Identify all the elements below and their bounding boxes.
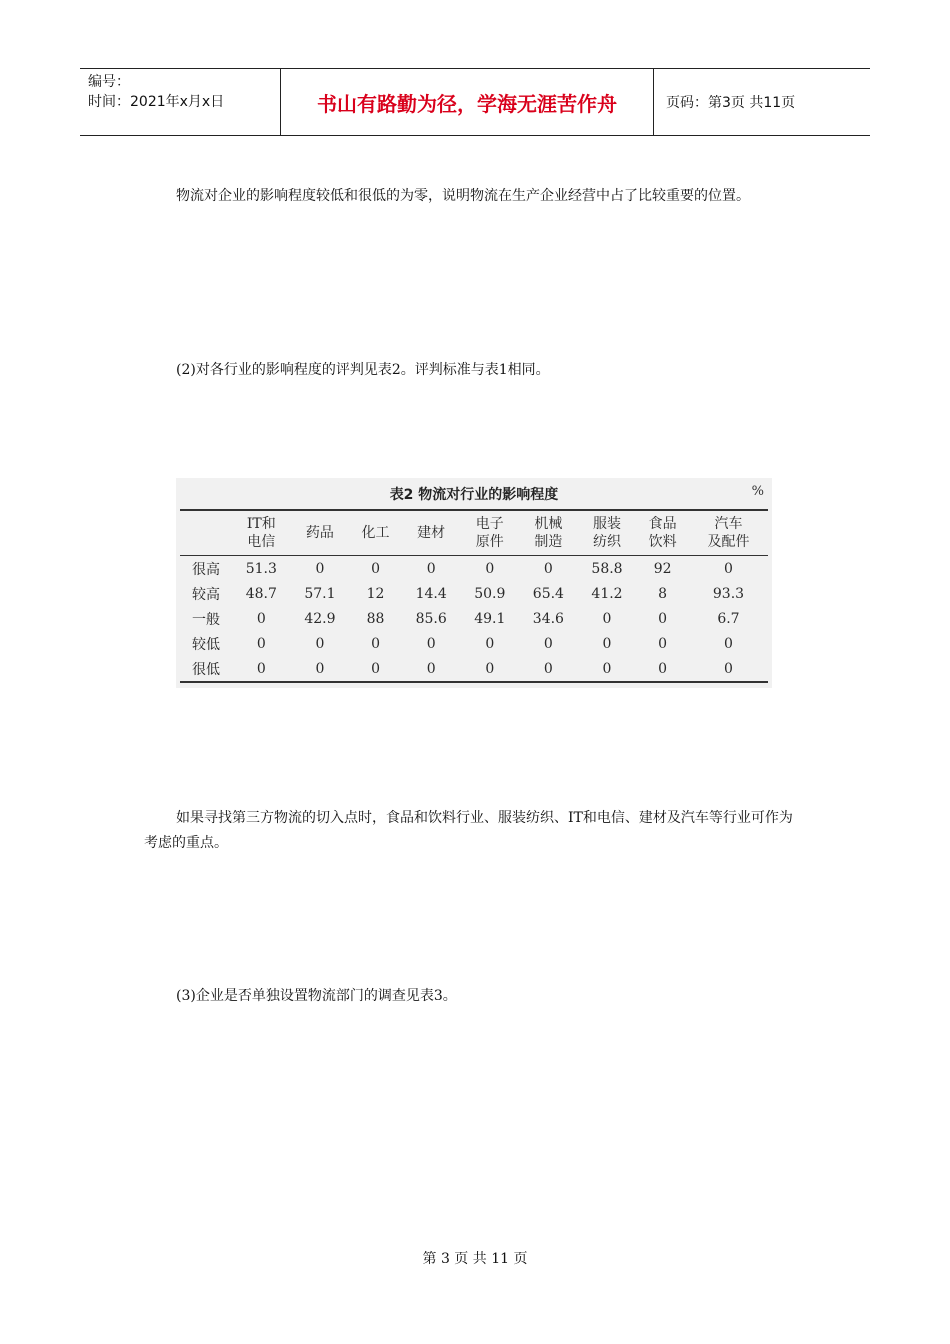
table-cell: 0: [315, 560, 325, 577]
table-row: [180, 556, 768, 582]
table-cell: 0: [543, 560, 553, 577]
table-cell: 0: [602, 610, 612, 627]
table-cell: 58.8: [591, 560, 623, 577]
page-header: [80, 68, 870, 136]
table-cell: 0: [315, 635, 325, 652]
paragraph-third-party-logistics: 如果寻找第三方物流的切入点时，食品和饮料行业、服装纺织、IT和电信、建材及汽车等行业可作为考虑的重点。: [144, 810, 793, 851]
table-cell: 0: [636, 656, 689, 682]
table-cell: 48.7: [245, 585, 277, 602]
table-column-header: 药品: [291, 510, 350, 556]
table-column-header: 服装 纺织: [578, 510, 637, 556]
table-unit: %: [751, 484, 764, 499]
table-cell: 8: [658, 585, 668, 602]
header-page-info: 页码：第3页 共11页: [666, 95, 796, 111]
table-row-label: 较高: [192, 586, 220, 603]
table-cell: 57.1: [304, 585, 336, 602]
header-meta-cell: [80, 69, 281, 135]
table-row-label: 一般: [192, 611, 220, 628]
table-cell: 0: [602, 635, 612, 652]
table-header-row: [180, 510, 768, 556]
table-cell: 0: [519, 656, 578, 682]
table-cell: 0: [485, 560, 495, 577]
paragraph-industry-evaluation: (2)对各行业的影响程度的评判见表2。评判标准与表1相同。: [176, 362, 550, 378]
table-column-header: IT和 电信: [232, 510, 291, 556]
table-cell: 6.7: [717, 610, 740, 627]
table-cell: 88: [366, 610, 385, 627]
table-cell: 0: [232, 656, 291, 682]
table-corner-cell: [180, 510, 232, 556]
table-row: [180, 631, 768, 656]
table-cell: 65.4: [532, 585, 564, 602]
table-cell: 0: [724, 635, 733, 652]
table-cell: 0: [724, 560, 733, 577]
table-cell: 0: [460, 656, 519, 682]
table-cell: 0: [426, 560, 436, 577]
table-cell: 0: [543, 635, 553, 652]
table-row: [180, 606, 768, 631]
header-motto: 书山有路勤为径，学海无涯苦作舟: [281, 69, 654, 135]
table-cell: 42.9: [304, 610, 336, 627]
table-cell: 0: [689, 656, 768, 682]
table-cell: 0: [291, 656, 350, 682]
table-column-header: 电子 原件: [460, 510, 519, 556]
table-cell: 0: [371, 635, 380, 652]
table-column-header: 汽车 及配件: [689, 510, 768, 556]
table-row-label: 很高: [192, 561, 220, 578]
table-row: [180, 581, 768, 606]
table-cell: 0: [349, 656, 402, 682]
table-cell: 0: [402, 656, 461, 682]
table-cell: 34.6: [532, 610, 564, 627]
table-cell: 49.1: [474, 610, 506, 627]
page-footer: 第 3 页 共 11 页: [422, 1251, 528, 1267]
document-date-label: 时间：2021年x月x日: [88, 94, 225, 110]
table-column-header: 建材: [402, 510, 461, 556]
table-cell: 51.3: [245, 560, 277, 577]
table-cell: 12: [366, 585, 385, 602]
table-row-label: 较低: [192, 636, 220, 653]
table-cell: 0: [256, 610, 266, 627]
table-row: [180, 656, 768, 682]
table-cell: 0: [256, 635, 266, 652]
table-cell: 0: [658, 610, 668, 627]
paragraph-logistics-department: (3)企业是否单独设置物流部门的调查见表3。: [176, 988, 457, 1004]
table-cell: 85.6: [415, 610, 447, 627]
paragraph-logistics-importance: 物流对企业的影响程度较低和很低的为零，说明物流在生产企业经营中占了比较重要的位置。: [176, 188, 750, 204]
table-cell: 50.9: [474, 585, 506, 602]
table-figure: [176, 478, 772, 688]
industry-impact-table: [180, 509, 768, 683]
document-number-label: 编号：: [88, 74, 130, 90]
table-cell: 0: [426, 635, 436, 652]
table-cell: 0: [658, 635, 668, 652]
table-cell: 0: [578, 656, 637, 682]
table-cell: 41.2: [591, 585, 623, 602]
table-cell: 0: [485, 635, 495, 652]
table-cell: 14.4: [415, 585, 447, 602]
table-caption: 表2 物流对行业的影响程度: [389, 487, 559, 503]
table-cell: 92: [653, 560, 672, 577]
table-cell: 0: [371, 560, 380, 577]
table-column-header: 化工: [349, 510, 402, 556]
table-row-label: 很低: [180, 656, 232, 682]
table-column-header: 食品 饮料: [636, 510, 689, 556]
table-column-header: 机械 制造: [519, 510, 578, 556]
table-cell: 93.3: [712, 585, 745, 602]
